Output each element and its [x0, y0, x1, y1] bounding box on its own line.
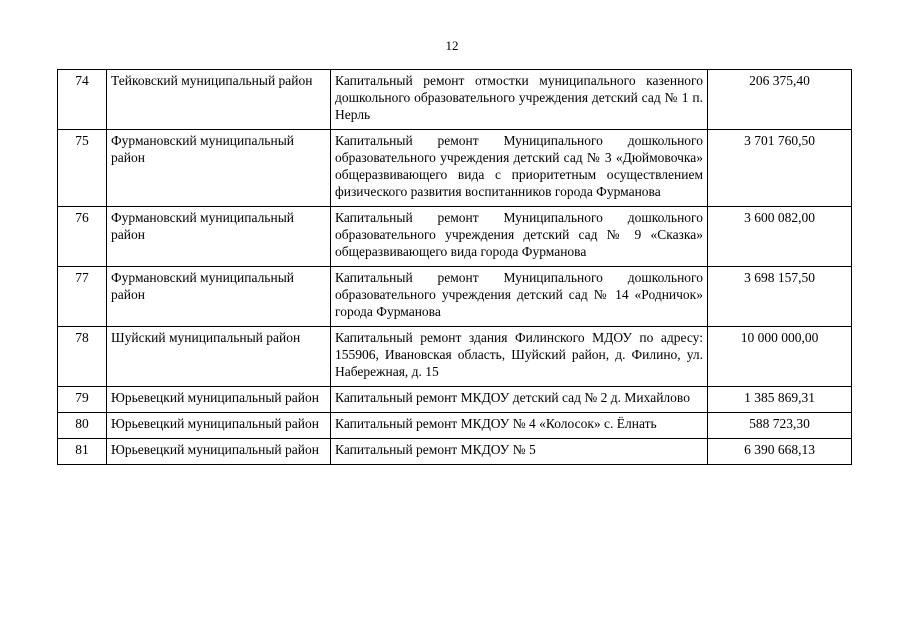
- table-row: [58, 70, 852, 130]
- amount-cell: 206 375,40: [708, 70, 852, 130]
- row-number: 76: [58, 207, 107, 267]
- district-cell: Юрьевецкий муниципальный район: [107, 439, 331, 465]
- amount-cell: 588 723,30: [708, 413, 852, 439]
- amount-cell: 3 600 082,00: [708, 207, 852, 267]
- description-cell: Капитальный ремонт МКДОУ детский сад № 2 д. Михайлово: [331, 387, 708, 413]
- table-row: [58, 130, 852, 207]
- table-row: [58, 267, 852, 327]
- table-row: [58, 207, 852, 267]
- amount-cell: 1 385 869,31: [708, 387, 852, 413]
- row-number: 75: [58, 130, 107, 207]
- page-number: 12: [445, 38, 459, 53]
- table-row: [58, 387, 852, 413]
- district-cell: Шуйский муниципальный район: [107, 327, 331, 387]
- row-number: 78: [58, 327, 107, 387]
- description-cell: Капитальный ремонт МКДОУ № 5: [331, 439, 708, 465]
- row-number: 77: [58, 267, 107, 327]
- description-cell: Капитальный ремонт отмостки муниципального казенного дошкольного образовательного учреждения детский сад № 1 п. Нерль: [331, 70, 708, 130]
- description-cell: Капитальный ремонт Муниципального дошкольного образовательного учреждения детский сад № 3 «Дюймовочка» общеразвивающего вида с приоритетным осуществлением физического развития воспитанников города Фурманова: [331, 130, 708, 207]
- description-cell: Капитальный ремонт Муниципального дошкольного образовательного учреждения детский сад № 9 «Сказка» общеразвивающего вида города Фурманова: [331, 207, 708, 267]
- description-cell: Капитальный ремонт здания Филинского МДОУ по адресу: 155906, Ивановская область, Шуйский район, д. Филино, ул. Набережная, д. 15: [331, 327, 708, 387]
- district-cell: Юрьевецкий муниципальный район: [107, 413, 331, 439]
- row-number: 80: [58, 413, 107, 439]
- district-cell: Юрьевецкий муниципальный район: [107, 387, 331, 413]
- table-row: [58, 327, 852, 387]
- row-number: 74: [58, 70, 107, 130]
- row-number: 79: [58, 387, 107, 413]
- description-cell: Капитальный ремонт Муниципального дошкольного образовательного учреждения детский сад № 14 «Родничок» города Фурманова: [331, 267, 708, 327]
- row-number: 81: [58, 439, 107, 465]
- funding-table: [57, 69, 852, 465]
- table-row: [58, 439, 852, 465]
- district-cell: Фурмановский муниципальный район: [107, 267, 331, 327]
- amount-cell: 6 390 668,13: [708, 439, 852, 465]
- description-cell: Капитальный ремонт МКДОУ № 4 «Колосок» с. Ёлнать: [331, 413, 708, 439]
- amount-cell: 10 000 000,00: [708, 327, 852, 387]
- district-cell: Фурмановский муниципальный район: [107, 130, 331, 207]
- district-cell: Фурмановский муниципальный район: [107, 207, 331, 267]
- district-cell: Тейковский муниципальный район: [107, 70, 331, 130]
- table-row: [58, 413, 852, 439]
- amount-cell: 3 698 157,50: [708, 267, 852, 327]
- amount-cell: 3 701 760,50: [708, 130, 852, 207]
